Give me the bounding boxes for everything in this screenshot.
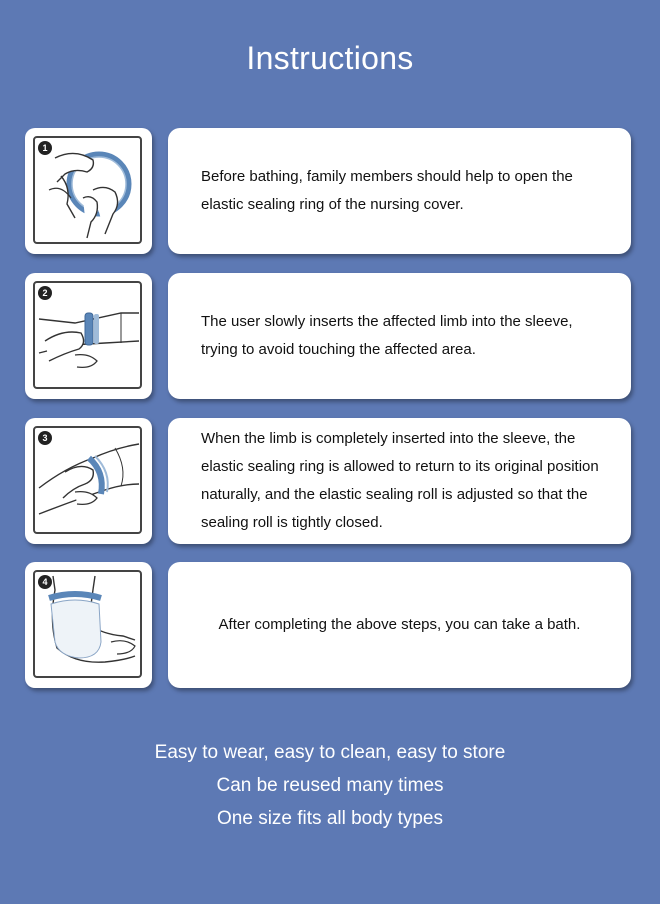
footer-line-2: Can be reused many times: [216, 775, 444, 796]
step-4-card: [168, 562, 631, 688]
step-3-card: [168, 418, 631, 544]
step-1-illustration-frame: [25, 128, 152, 254]
footer-line-3: One size fits all body types: [217, 808, 443, 829]
step-4-text: After completing the above steps, you can take a bath.: [218, 616, 581, 633]
page-title: Instructions: [246, 40, 414, 76]
step-2: [0, 273, 660, 401]
step-4: [0, 562, 660, 690]
step-2-card: [168, 273, 631, 399]
step-3-text: When the limb is completely inserted into the sleeve, the elastic sealing ring is allowed to return to its original position naturally, and the elastic sealing roll is adjusted so that the sealing roll is tightly closed.: [201, 430, 599, 531]
hands-opening-ring-icon: [35, 138, 140, 242]
step-4-illustration-frame: [25, 562, 152, 688]
step-number-badge: 1: [38, 141, 52, 155]
step-number-badge: 2: [38, 286, 52, 300]
ring-closing-on-limb-icon: [35, 428, 140, 532]
step-2-illustration-frame: [25, 273, 152, 399]
step-1: [0, 128, 660, 256]
step-2-text: The user slowly inserts the affected limb into the sleeve, trying to avoid touching the affected area.: [201, 313, 573, 358]
step-3: [0, 418, 660, 546]
step-number-badge: 4: [38, 575, 52, 589]
step-3-illustration-frame: [25, 418, 152, 544]
step-1-text: Before bathing, family members should help to open the elastic sealing ring of the nursing cover.: [201, 168, 573, 213]
step-1-card: [168, 128, 631, 254]
footer-line-1: Easy to wear, easy to clean, easy to store: [154, 742, 506, 763]
arm-in-cover-icon: [35, 572, 140, 676]
step-number-badge: 3: [38, 431, 52, 445]
arm-inserting-into-sleeve-icon: [35, 283, 140, 387]
